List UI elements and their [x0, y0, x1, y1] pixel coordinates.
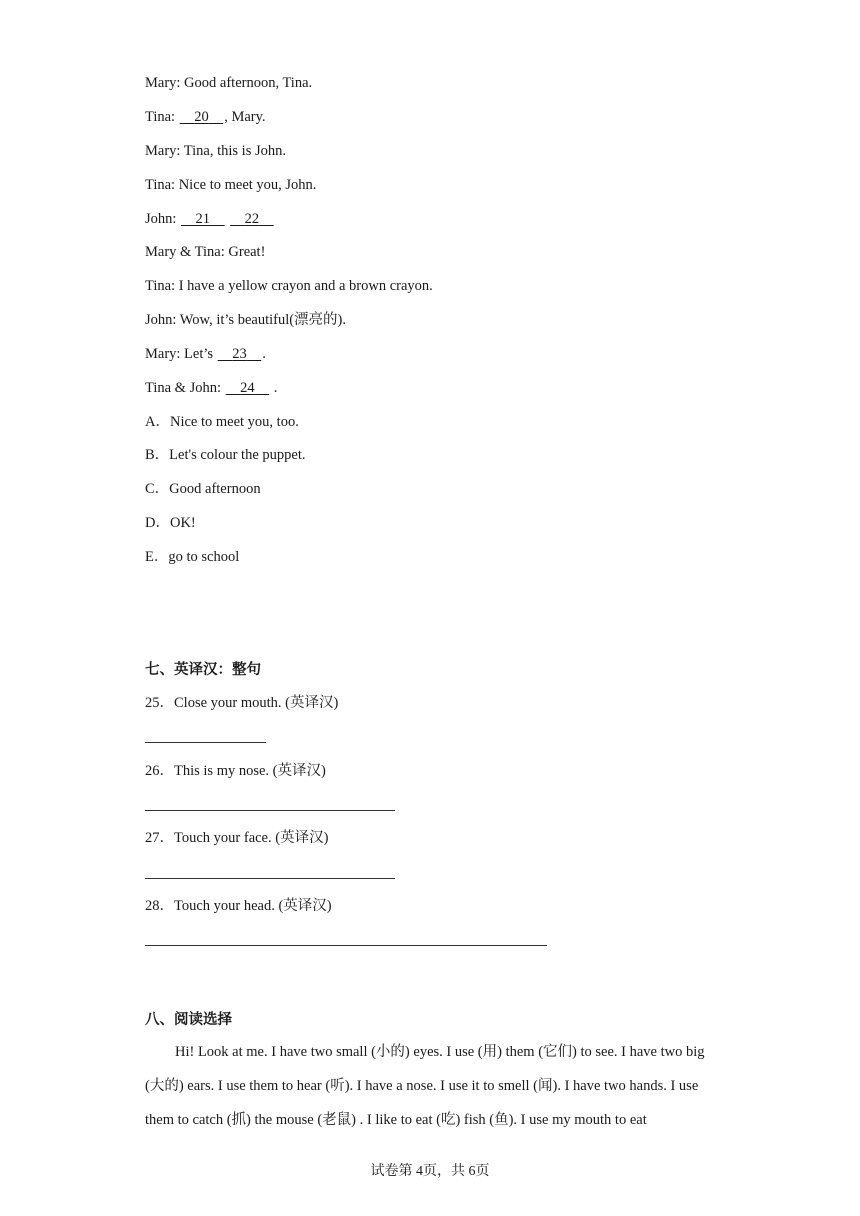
dialogue-text: Tina & John:: [145, 380, 225, 396]
reading-passage: [145, 1035, 717, 1137]
dialogue-text: Mary & Tina: Great!: [145, 244, 266, 260]
option-d: D．OK!: [145, 515, 196, 531]
dialogue-line: [145, 345, 266, 363]
dialogue-line: [145, 311, 346, 329]
blank-number: 23: [232, 346, 247, 362]
dialogue-text: Tina: I have a yellow crayon and a brown crayon.: [145, 278, 433, 294]
question-26: 26．This is my nose. (英译汉): [145, 763, 326, 779]
dialogue-line: [145, 379, 277, 397]
dialogue-text: , Mary.: [224, 109, 266, 125]
dialogue-text: .: [262, 346, 266, 362]
question-27: 27．Touch your face. (英译汉): [145, 830, 329, 846]
answer-line-26[interactable]: [145, 810, 395, 811]
dialogue-text: John:: [145, 211, 181, 227]
blank-24[interactable]: [225, 380, 271, 396]
dialogue-text: Mary: Tina, this is John.: [145, 143, 286, 159]
section-heading: 七、英译汉：整句: [145, 662, 261, 678]
dialogue-text: Mary: Let’s: [145, 346, 217, 362]
answer-line-27[interactable]: [145, 878, 395, 879]
dialogue-line: [145, 277, 433, 295]
blank-number: 21: [195, 211, 211, 227]
blank-number: 20: [194, 109, 209, 125]
dialogue-line: [145, 108, 266, 126]
dialogue-line: [145, 176, 316, 194]
option-a: A．Nice to meet you, too.: [145, 414, 299, 430]
dialogue-line: [145, 210, 275, 228]
dialogue-text: John: Wow, it’s beautiful(漂亮的).: [145, 312, 347, 328]
dialogue-line: [145, 74, 312, 92]
dialogue-text: Tina:: [145, 109, 179, 125]
option-c: C．Good afternoon: [145, 481, 261, 497]
blank-number: 24: [240, 380, 255, 396]
blank-22[interactable]: [229, 211, 275, 227]
blank-number: 22: [244, 211, 260, 227]
answer-line-25[interactable]: [145, 742, 266, 743]
option-b: B．Let's colour the puppet.: [145, 447, 306, 463]
passage-text: Hi! Look at me. I have two small (小的) eyes. I use (用) them (它们) to see. I have two big (大的) ears. I use them to hear (听). I have a nose. I use it to smell (闻). I have two hands. I use them to catch (抓) the mouse (老鼠) . I like to eat (吃) fish (鱼). I use my mouth to eat: [145, 1044, 705, 1128]
option-e: E．go to school: [145, 549, 240, 565]
dialogue-text: .: [270, 380, 278, 396]
blank-21[interactable]: [180, 211, 226, 227]
answer-line-28[interactable]: [145, 945, 547, 946]
dialogue-text: Mary: Good afternoon, Tina.: [145, 75, 313, 91]
dialogue-line: [145, 142, 286, 160]
dialogue-line: [145, 243, 265, 261]
section-heading: 八、阅读选择: [145, 1012, 232, 1028]
blank-23[interactable]: [217, 346, 263, 362]
page-footer: 试卷第 4页，共 6页: [370, 1164, 490, 1179]
dialogue-text: Tina: Nice to meet you, John.: [145, 177, 317, 193]
blank-20[interactable]: [179, 109, 225, 125]
question-25: 25．Close your mouth. (英译汉): [145, 695, 339, 711]
question-28: 28．Touch your head. (英译汉): [145, 898, 332, 914]
